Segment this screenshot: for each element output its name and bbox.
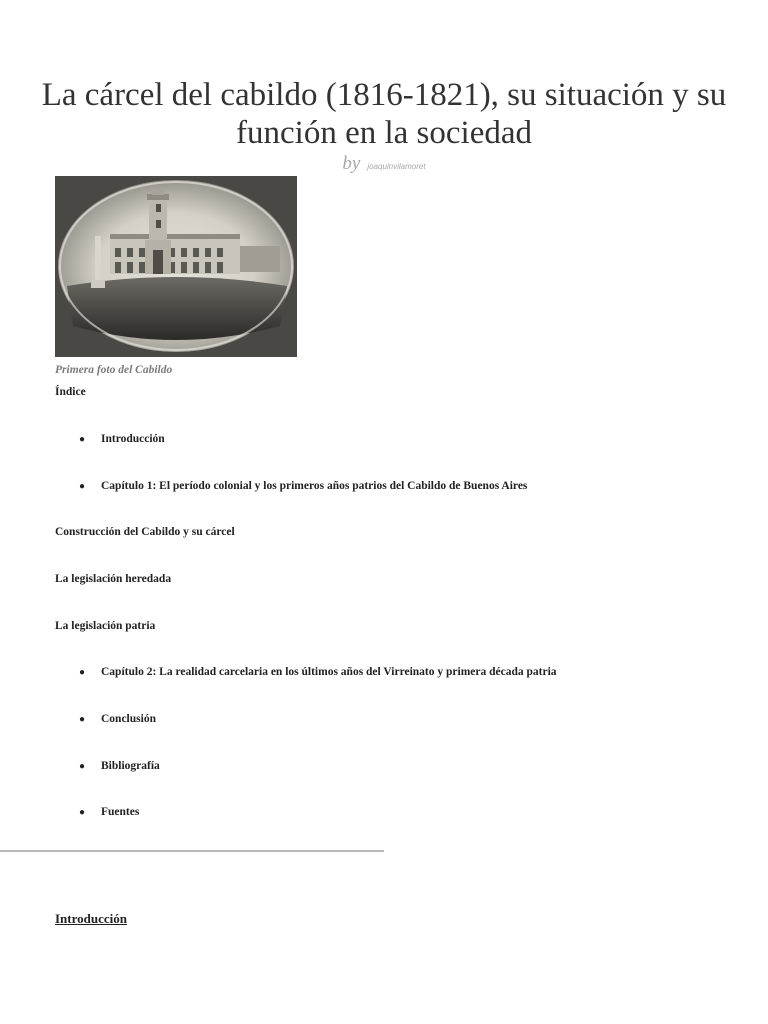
byline-prefix: by [342, 153, 361, 174]
toc-item-capitulo-1[interactable] [79, 480, 527, 492]
toc-item-label: Capítulo 1: El período colonial y los primeros años patrios del Cabildo de Buenos Aires [101, 480, 528, 492]
cabildo-photo-illustration [55, 176, 297, 357]
toc-item-label: Fuentes [101, 806, 140, 818]
toc-item-label: Capítulo 2: La realidad carcelaria en los últimos años del Virreinato y primera década patria [101, 666, 557, 678]
cabildo-photo [55, 176, 297, 357]
section-heading-introduccion: Introducción [55, 911, 127, 926]
toc-item-label: Conclusión [101, 713, 156, 725]
toc-item-bibliografia[interactable] [79, 760, 160, 772]
bullet-icon: ● [79, 667, 86, 678]
toc-subsection-construccion[interactable]: Construcción del Cabildo y su cárcel [55, 526, 235, 538]
bullet-icon: ● [79, 434, 86, 445]
toc-subsection-legislacion-heredada[interactable]: La legislación heredada [55, 573, 172, 585]
bullet-icon: ● [79, 481, 86, 492]
toc-item-label: Bibliografía [101, 760, 160, 772]
toc-item-label: Introducción [101, 433, 165, 445]
toc-item-capitulo-2[interactable] [79, 666, 557, 678]
figure-caption: Primera foto del Cabildo [55, 364, 173, 376]
document-title: La cárcel del cabildo (1816-1821), su situación y su función en la sociedad [41, 77, 727, 151]
author-name[interactable]: joaquinvilamoret [367, 162, 426, 171]
toc-item-introduccion[interactable] [79, 433, 165, 445]
horizontal-divider [0, 850, 384, 852]
bullet-icon: ● [79, 807, 86, 818]
toc-item-conclusion[interactable] [79, 713, 156, 725]
bullet-icon: ● [79, 761, 86, 772]
toc-heading: Índice [55, 386, 86, 398]
bullet-icon: ● [79, 714, 86, 725]
byline [0, 153, 768, 175]
toc-item-fuentes[interactable] [79, 806, 139, 818]
toc-subsection-legislacion-patria[interactable]: La legislación patria [55, 620, 156, 632]
